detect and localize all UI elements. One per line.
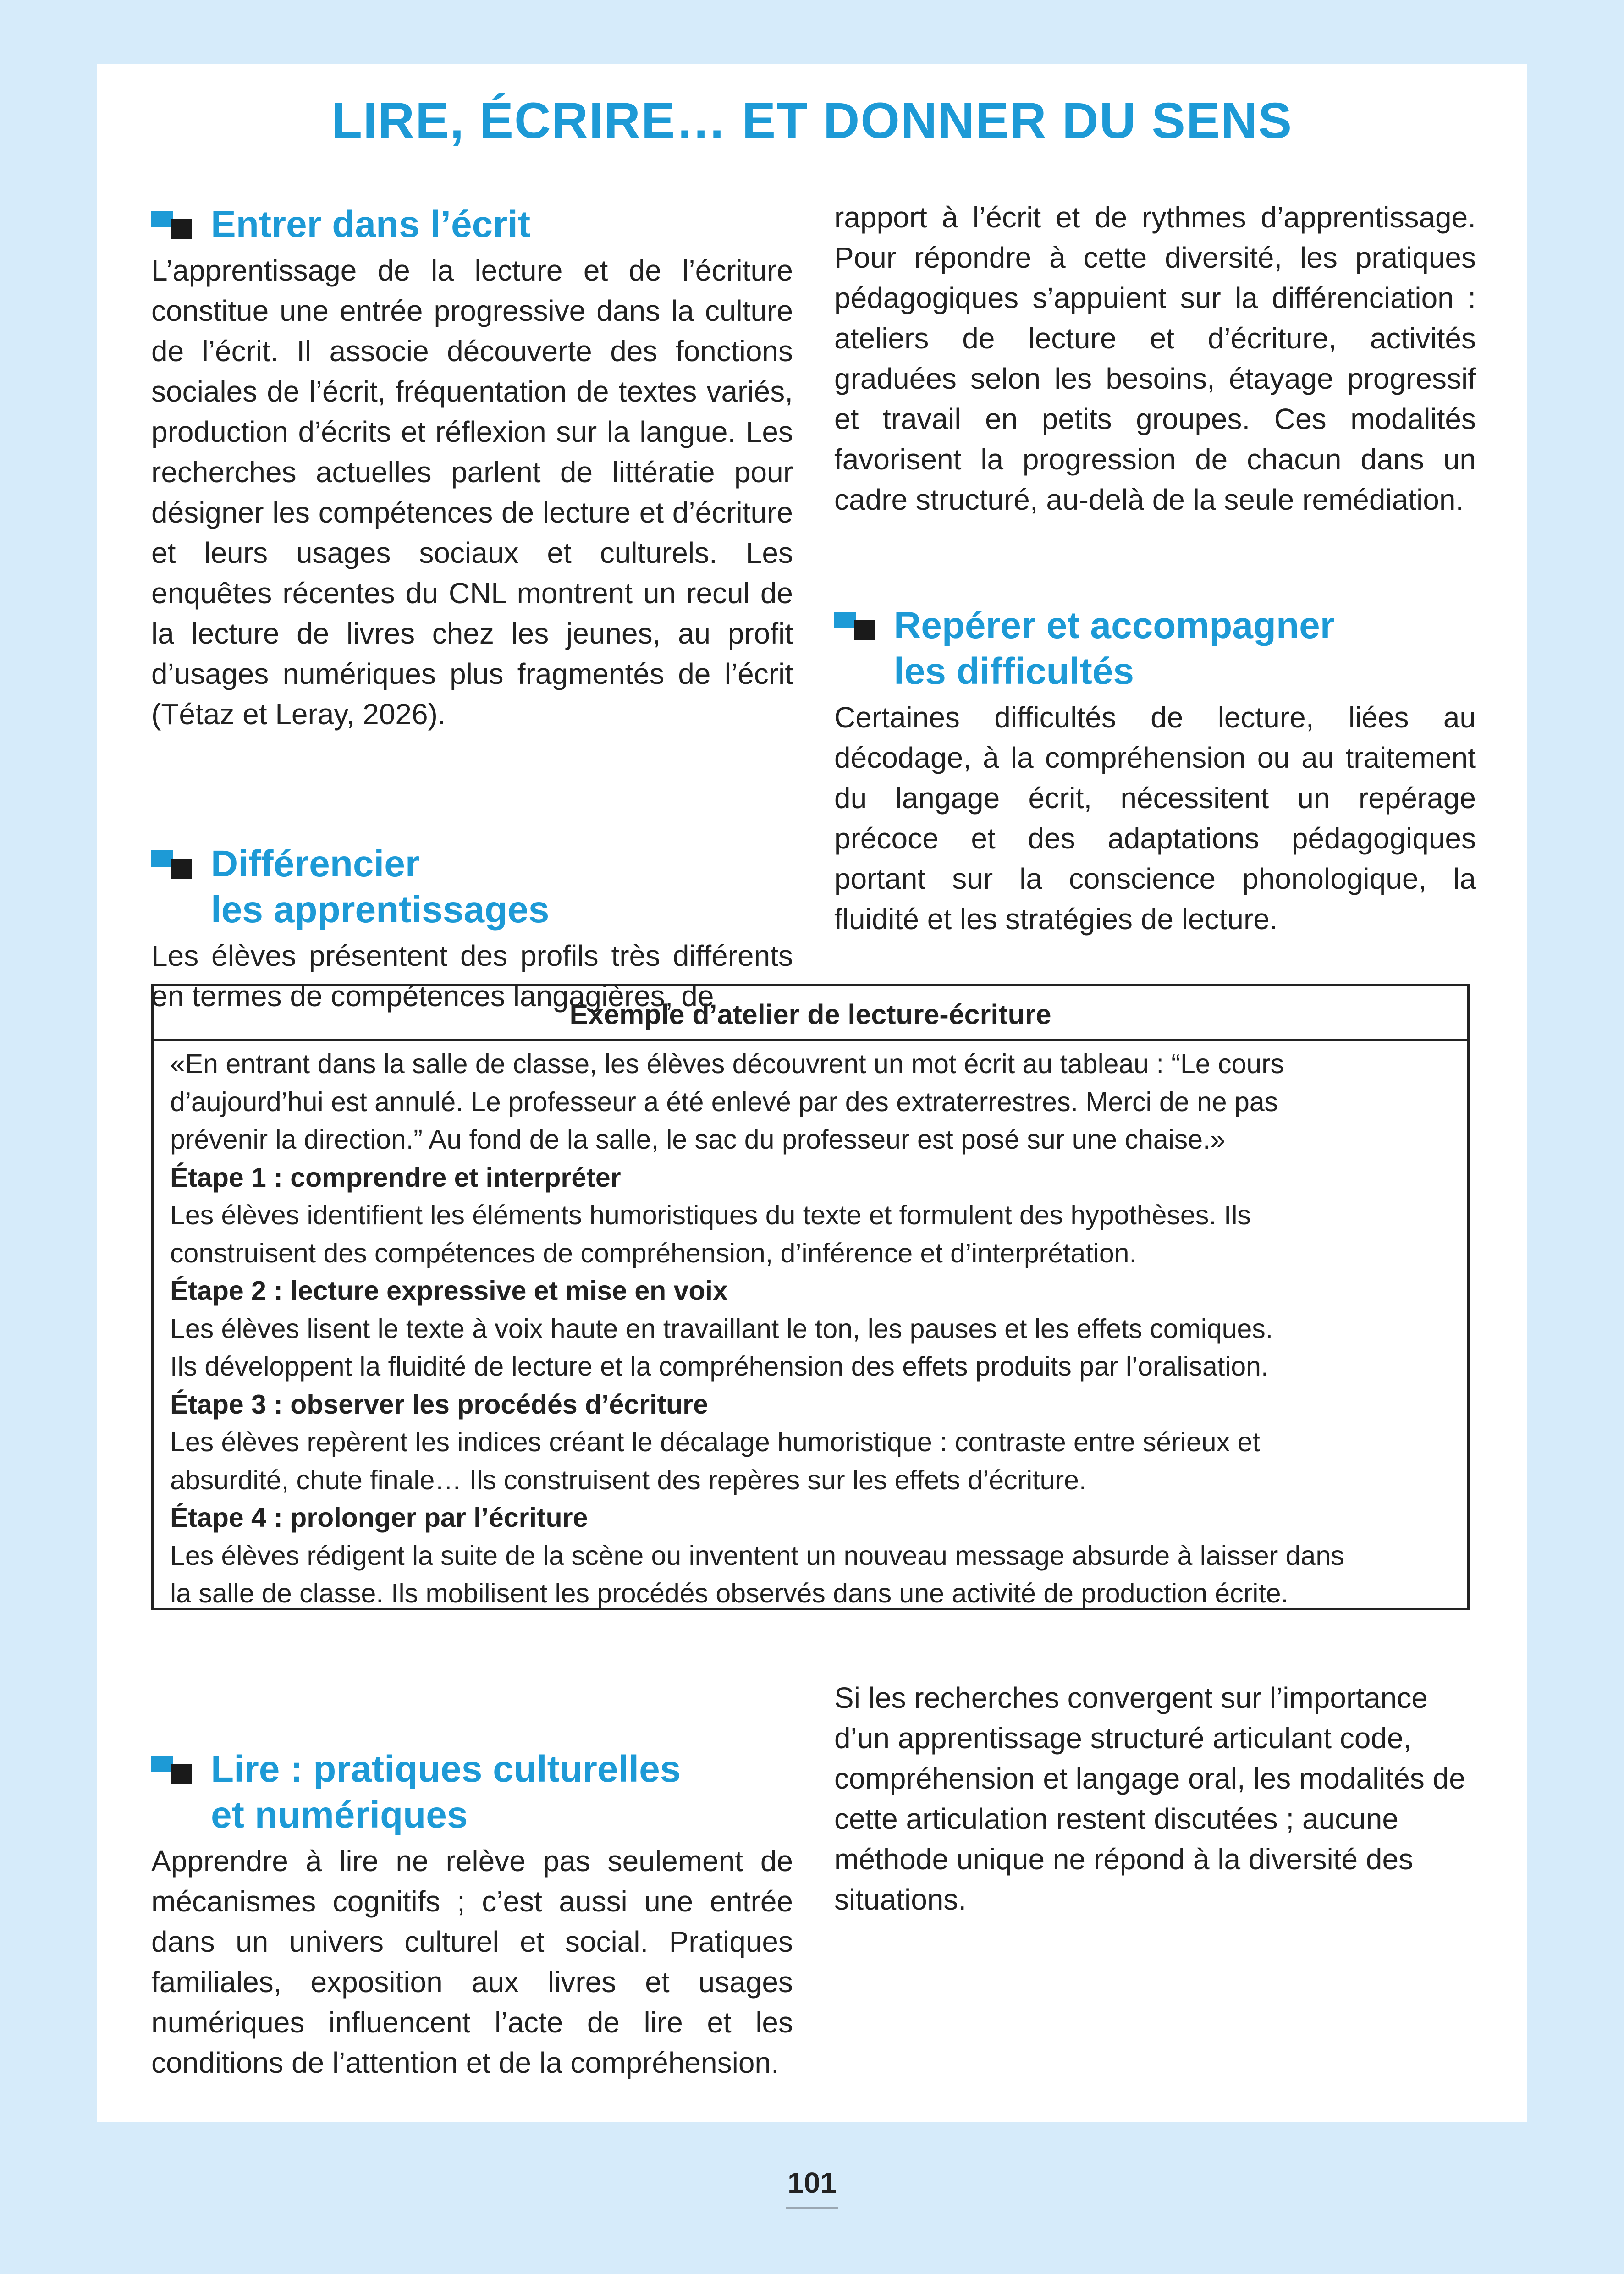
example-step-line: construisent des compétences de compréhension, d’inférence et d’interprétation. bbox=[170, 1238, 1137, 1268]
section-text: rapport à l’écrit et de rythmes d’apprentissage. Pour répondre à cette diversité, les pratiques pédagogiques s’appuient sur la différenciation : ateliers de lecture et d’écriture, activités graduées selon les besoins, étayage progressif et travail en petits groupes. Ces modalités favorisent la progression de chacun dans un cadre structuré, au-delà de la seule remédiation. bbox=[834, 201, 1476, 516]
section-text: Apprendre à lire ne relève pas seulement de mécanismes cognitifs ; c’est aussi une entrée dans un univers culturel et social. Pratiques familiales, exposition aux livres et usages numériques influencent l’acte de lire et les conditions de l’attention et de la compréhension. bbox=[151, 1845, 793, 2079]
example-step-line: la salle de classe. Ils mobilisent les procédés observés dans une activité de production écrite. bbox=[170, 1578, 1288, 1608]
example-quote-line: «En entrant dans la salle de classe, les élèves découvrent un mot écrit au tableau : “Le cours bbox=[170, 1049, 1284, 1079]
example-step-title: Étape 2 : lecture expressive et mise en voix bbox=[170, 1276, 728, 1306]
example-step-title: Étape 1 : comprendre et interpréter bbox=[170, 1162, 621, 1193]
section-heading bbox=[151, 202, 793, 248]
example-title: Exemple d’atelier de lecture-écriture bbox=[569, 999, 1051, 1030]
page-sheet bbox=[97, 64, 1527, 2122]
example-box bbox=[151, 984, 1470, 1610]
example-divider bbox=[154, 1039, 1467, 1041]
heading-marker-icon bbox=[151, 1756, 202, 1783]
example-step-line: absurdité, chute finale… Ils construisent des repères sur les effets d’écriture. bbox=[170, 1465, 1087, 1495]
section-text: Si les recherches convergent sur l’importance d’un apprentissage structuré articulant code, compréhension et langage oral, les modalités de cette articulation restent discutées ; aucune méthode unique ne répond à la diversité des situations. bbox=[834, 1681, 1465, 1916]
example-step-title: Étape 3 : observer les procédés d’écriture bbox=[170, 1389, 708, 1420]
section-text: L’apprentissage de la lecture et de l’écriture constitue une entrée progressive dans la culture de l’écrit. Il associe découverte des fonctions sociales de l’écrit, fréquentation de textes variés, production d’écrits et réflexion sur la langue. Les recherches actuelles parlent de littératie pour désigner les compétences de lecture et d’écriture et leurs usages sociaux et culturels. Les enquêtes récentes du CNL montrent un recul de la lecture de livres chez les jeunes, au profit d’usages numériques plus fragmentés de l’écrit (Tétaz et Leray, 2026). bbox=[151, 254, 793, 731]
example-quote-line: prévenir la direction.” Au fond de la salle, le sac du professeur est posé sur une chaise.» bbox=[170, 1124, 1226, 1155]
heading-line: Repérer et accompagner bbox=[894, 605, 1335, 646]
page-number: 101 bbox=[787, 2166, 837, 2199]
heading-line: les apprentissages bbox=[211, 889, 550, 931]
example-step-line: Ils développent la fluidité de lecture et la compréhension des effets produits par l’oralisation. bbox=[170, 1351, 1269, 1382]
section-heading bbox=[151, 841, 793, 933]
heading-line: Différencier bbox=[211, 843, 420, 885]
section-lire bbox=[151, 1746, 793, 2083]
example-step-line: Les élèves repèrent les indices créant le décalage humoristique : contraste entre sérieux et bbox=[170, 1427, 1260, 1457]
example-step-line: Les élèves lisent le texte à voix haute en travaillant le ton, les pauses et les effets comiques. bbox=[170, 1313, 1273, 1344]
section-heading bbox=[151, 1746, 793, 1838]
section-heading bbox=[834, 603, 1476, 694]
section-conclusion bbox=[834, 1678, 1476, 1920]
heading-line: les difficultés bbox=[894, 650, 1134, 692]
heading-line: et numériques bbox=[211, 1794, 468, 1836]
example-quote-line: d’aujourd’hui est annulé. Le professeur a été enlevé par des extraterrestres. Merci de ne pas bbox=[170, 1086, 1278, 1117]
heading-marker-icon bbox=[151, 850, 202, 878]
page-number-underline bbox=[786, 2207, 838, 2209]
section-differencier-continued bbox=[834, 197, 1476, 520]
heading-marker-icon bbox=[834, 612, 885, 639]
heading-line: Entrer dans l’écrit bbox=[211, 204, 531, 245]
section-text: Les élèves présentent des profils très différents en termes de compétences langagières, de bbox=[151, 939, 793, 1013]
example-step-line: Les élèves rédigent la suite de la scène ou inventent un nouveau message absurde à laisser dans bbox=[170, 1540, 1344, 1571]
example-step-title: Étape 4 : prolonger par l’écriture bbox=[170, 1503, 588, 1533]
example-step-line: Les élèves identifient les éléments humoristiques du texte et formulent des hypothèses. Ils bbox=[170, 1200, 1251, 1230]
section-entrer bbox=[151, 202, 793, 734]
section-text: Certaines difficultés de lecture, liées au décodage, à la compréhension ou au traitement du langage écrit, nécessitent un repérage précoce et des adaptations pédagogiques portant sur la conscience phonologique, la fluidité et les stratégies de lecture. bbox=[834, 701, 1476, 936]
section-reperer bbox=[834, 603, 1476, 939]
heading-line: Lire : pratiques culturelles bbox=[211, 1748, 681, 1790]
heading-marker-icon bbox=[151, 211, 202, 238]
page-title: LIRE, ÉCRIRE… ET DONNER DU SENS bbox=[331, 93, 1293, 149]
